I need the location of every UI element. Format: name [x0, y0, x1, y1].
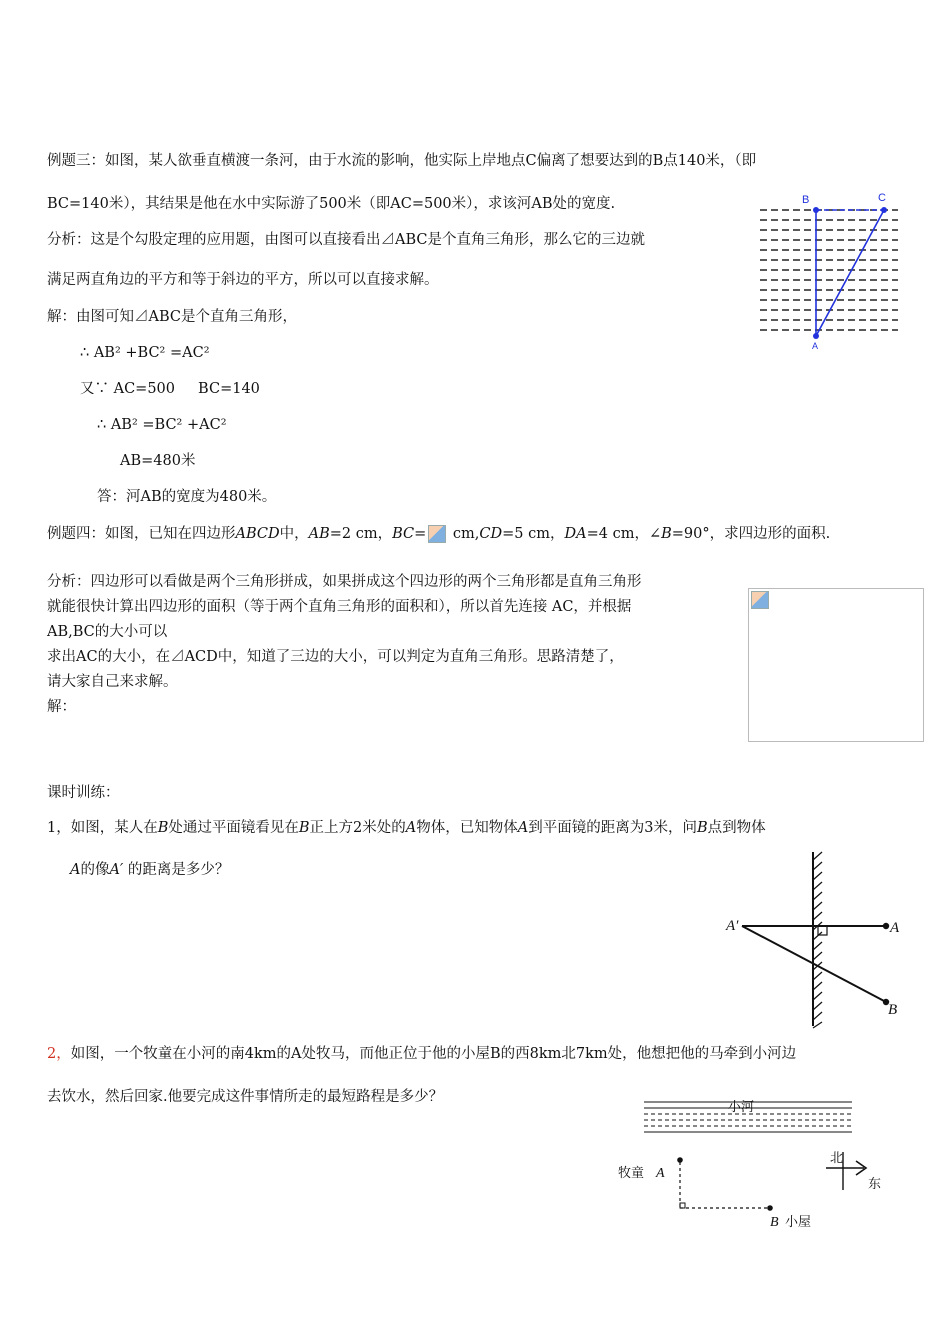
ex3-analysis1: 分析：这是个勾股定理的应用题，由图可以直接看出⊿ABC是个直角三角形，那么它的三边就	[47, 232, 645, 248]
ex4-text-a: 例题四：如图，已知在四边形	[47, 526, 236, 542]
q1-text-b: 处通过平面镜看见在	[168, 820, 299, 836]
q1-b: B	[157, 820, 169, 836]
q1-l2-a: A	[70, 862, 81, 878]
q1-a: A	[405, 820, 417, 836]
ex4-solution-label: 解：	[47, 699, 76, 715]
label-a: A	[890, 920, 900, 936]
ex3-line1: 例题三：如图，某人欲垂直横渡一条河，由于水流的影响，他实际上岸地点C偏离了想要达到的B点140米，（即	[47, 153, 757, 169]
q1-b2: B	[298, 820, 310, 836]
image-placeholder-frame	[748, 588, 924, 742]
label-a: A	[656, 1166, 665, 1181]
segment-ac	[816, 210, 884, 336]
q2-text: 如图，一个牧童在小河的南4km的A处牧马，而他正位于他的小屋B的西8km北7km处，他想把他的马牵到小河边	[70, 1046, 797, 1062]
q2-line1	[47, 1044, 796, 1064]
label-hut: 小屋	[785, 1215, 812, 1230]
label-herder: 牧童	[618, 1166, 645, 1181]
ex3-analysis2: 满足两直角边的平方和等于斜边的平方，所以可以直接求解。	[47, 272, 439, 288]
label-east: 东	[868, 1177, 882, 1192]
label-b: B	[770, 1215, 779, 1230]
label-c: C	[878, 192, 886, 204]
ex3-line2: BC=140米），其结果是他在水中实际游了500米（即AC=500米），求该河AB处的宽度.	[47, 196, 616, 212]
label-river: 小河	[728, 1100, 755, 1115]
ex3-solution-2: ∴ AB² +BC² =AC²	[80, 345, 210, 361]
right-angle-mark	[680, 1203, 685, 1208]
ex3-solution-3: 又∵ AC=500 BC=140	[80, 381, 260, 397]
q1-text-d: 物体，已知物体	[416, 820, 518, 836]
ex4-cd-value: =5 cm，	[502, 526, 565, 542]
label-b: B	[802, 194, 810, 206]
label-north: 北	[830, 1151, 844, 1166]
ex4-b-value: =90°，求四边形的面积.	[671, 526, 831, 542]
ex4-da: DA	[564, 526, 587, 542]
point-b	[767, 1205, 773, 1211]
broken-image-icon	[428, 525, 446, 543]
ex4-analysis-5: 请大家自己来求解。	[47, 674, 178, 690]
broken-image-icon	[751, 591, 769, 609]
point-a	[813, 333, 819, 339]
ex4-problem	[47, 524, 830, 544]
ex4-quad-name: ABCD	[235, 526, 280, 542]
ex4-da-value: =4 cm，	[586, 526, 649, 542]
ex4-text-b: 中，	[279, 526, 309, 542]
point-b	[813, 207, 819, 213]
ex4-ab-value: =2 cm，	[329, 526, 393, 542]
q1-text-c: 正上方2米处的	[309, 820, 406, 836]
ex4-bc: BC	[392, 526, 415, 542]
ex3-solution-1: 解：由图可知⊿ABC是个直角三角形，	[47, 309, 297, 325]
q1-l2-text-a: 的像	[80, 862, 110, 878]
ex4-analysis-3: AB,BC的大小可以	[47, 624, 168, 640]
river-triangle-figure	[756, 190, 906, 350]
mirror-figure	[722, 850, 912, 1030]
q1-l2-text-b: 的距离是多少？	[123, 862, 230, 878]
ex3-answer: 答：河AB的宽度为480米。	[97, 489, 277, 505]
practice-heading: 课时训练：	[47, 785, 120, 801]
ex4-ab: AB	[308, 526, 330, 542]
point-a	[883, 923, 889, 929]
point-a	[677, 1157, 683, 1163]
point-c	[881, 207, 887, 213]
ex4-analysis-1: 分析：四边形可以看做是两个三角形拼成，如果拼成这个四边形的两个三角形都是直角三角形	[47, 574, 642, 590]
ex4-b: B	[661, 526, 672, 542]
q1-line1	[47, 818, 766, 838]
ex4-analysis-4: 求出AC的大小，在⊿ACD中，知道了三边的大小，可以判定为直角三角形。思路清楚了，	[47, 649, 624, 665]
herder-river-figure	[610, 1096, 900, 1236]
q1-text-f: 点到物体	[707, 820, 766, 836]
label-aprime: A′	[726, 918, 739, 934]
label-b: B	[888, 1002, 898, 1018]
ex4-bc-eq: =	[414, 526, 427, 542]
q2-line2: 去饮水，然后回家.他要完成这件事情所走的最短路程是多少？	[47, 1089, 444, 1105]
ex4-analysis-2: 就能很快计算出四边形的面积（等于两个直角三角形的面积和），所以首先连接 AC，并根据	[47, 599, 632, 615]
q1-text-a: 1，如图，某人在	[47, 820, 158, 836]
q1-b3: B	[696, 820, 708, 836]
ex4-cm: cm,	[448, 526, 480, 542]
ex4-cd: CD	[479, 526, 503, 542]
label-a: A	[812, 341, 819, 350]
q1-a2: A	[517, 820, 529, 836]
q1-line2	[70, 860, 229, 880]
q1-text-e: 到平面镜的距离为3米，问	[528, 820, 697, 836]
ex3-solution-4: ∴ AB² =BC² +AC²	[97, 417, 227, 433]
q1-l2-aprime: A′	[109, 862, 124, 878]
ex4-angle: ∠	[648, 526, 662, 542]
ex3-solution-5: AB=480米	[120, 453, 196, 469]
q2-number: 2，	[47, 1046, 71, 1062]
